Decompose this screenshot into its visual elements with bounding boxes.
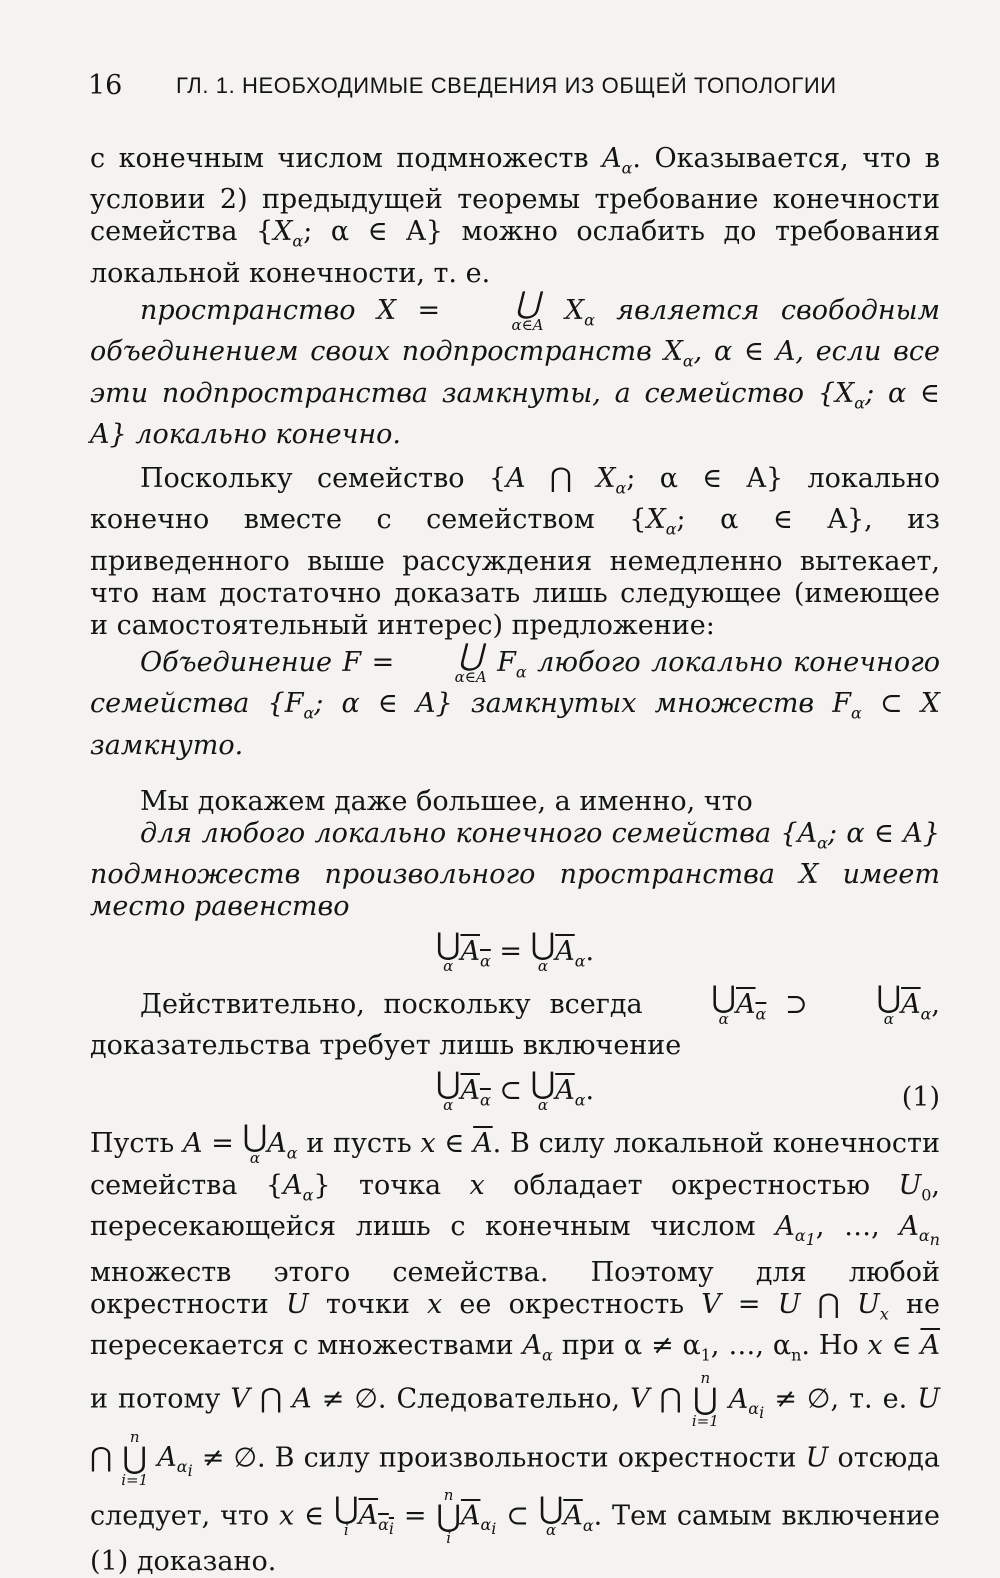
paragraph-1: с конечным числом подмножеств $A_\alpha$. Оказывается, что в условии 2) предыдущей теоремы требование конечности семейства {$X_\alpha$; α ∈ A} можно ослабить до требования локальной конечности, т. е. [90,143,940,289]
page-number: 16 [88,70,123,101]
italic-statement-3: для любого локально конечного семейства {$A_\alpha$; α ∈ A} подмножеств произвольного пространства X имеет место равенство [90,817,940,922]
page-body [90,143,940,1578]
running-title: ГЛ. 1. НЕОБХОДИМЫЕ СВЕДЕНИЯ ИЗ ОБЩЕЙ ТОПОЛОГИИ [176,73,837,98]
paragraph-3: Мы докажем даже большее, а именно, что [140,785,753,817]
page-header [88,70,908,106]
paragraph-2: Поскольку семейство {A ⋂ $X_\alpha$; α ∈ A} локально конечно вместе с семейством {$X_\alpha$; α ∈ A}, из приведенного выше рассуждения немедленно вытекает, что нам достаточно доказать лишь следующее (имеющее и самостоятельный интерес) предложение: [90,462,940,641]
display-equation-closure-union: ⋃ α $A_\alpha$ = ⋃ α $\overline{A}_\alpha$. [435,926,595,975]
paragraph-4: Действительно, поскольку всегда ⋃ α $A_\alpha$ ⊃ ⋃ α $\overline{A}_\alpha$, доказательства требует лишь включение [90,979,940,1062]
paragraph-5: Пусть A = ⋃ α $A_\alpha$ и пусть x ∈ $\overline{A}$. В силу локальной конечности семейства $\{A_\alpha\}$ точка x обладает окрестностью $U_0$, пересекающейся лишь с конечным числом $A_{\alpha_1}$, …, $A_{\alpha_n}$ множеств этого семейства. Поэтому для любой окрестности U точки x ее окрестность V = U ⋂ $U_x$ не пересекается с множествами $A_\alpha$ при $\alpha \ne \alpha_1$, …, $\alpha_n$. Но x ∈ $\overline{A}$ и потому V ⋂ A ≠ ∅. Следовательно, V ⋂ n ⋃ i=1 $A_{\alpha_i}$ ≠ ∅, т. е. U ⋂ n ⋃ i=1 $A_{\alpha_i}$ ≠ ∅. В силу произвольности окрестности U отсюда следует, что x ∈ ⋃ i $A_{\alpha_i}$ = n ⋃ i $\overline{A}_{\alpha_i}$ ⊂ ⋃ α $\overline{A}_\alpha$. Тем самым включение (1) доказано. [90,1119,941,1577]
italic-statement-1: пространство X = ⋃ α∈A $X_\alpha$ является свободным объединением своих подпространств $X_\alpha$, α ∈ A, если все эти подпространства замкнуты, а семейство {$X_\alpha$; α ∈ A} локально конечно. [90,285,941,450]
display-equation-1: ⋃ α $A_\alpha$ ⊂ ⋃ α $\overline{A}_\alpha$. (1) [435,1066,940,1115]
equation-number: (1) [901,1082,940,1114]
italic-statement-2: Объединение F = ⋃ α∈A $F_\alpha$ любого локально конечного семейства {$F_\alpha$; α ∈ A} замкнутых множеств $F_\alpha$ ⊂ X замкнуто. [90,637,940,761]
